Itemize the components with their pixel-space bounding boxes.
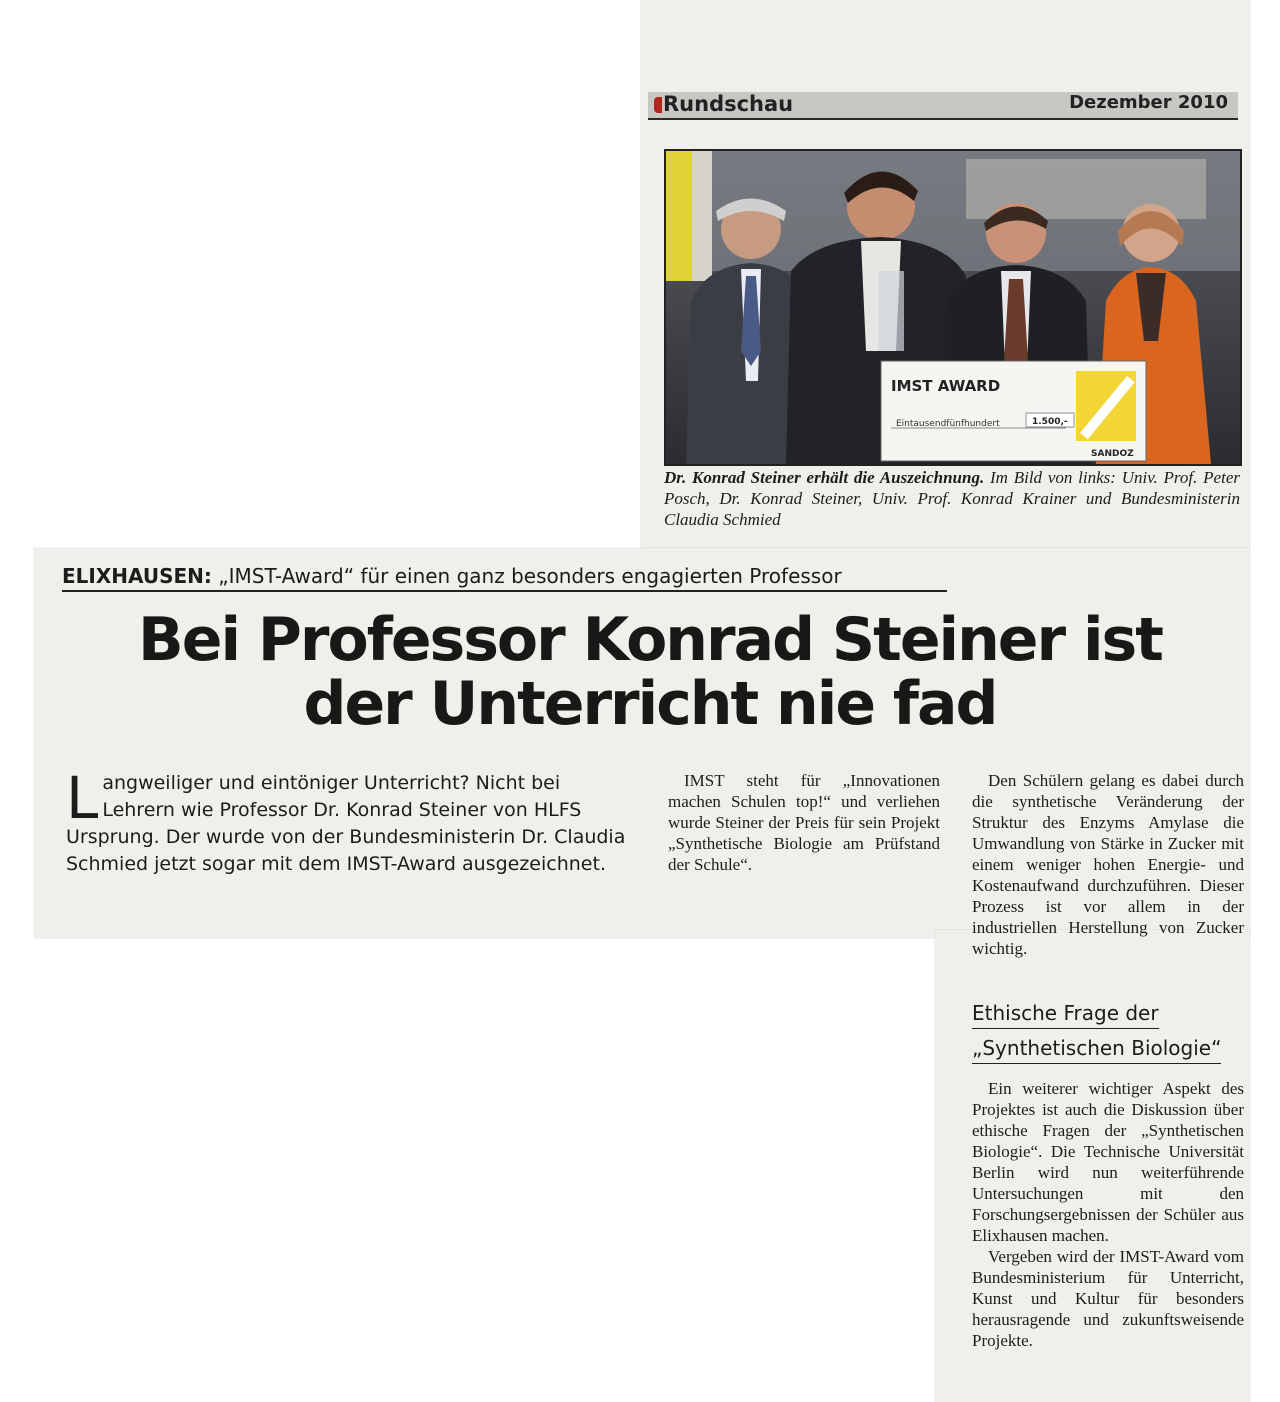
headline	[60, 605, 1240, 739]
lead-paragraph	[66, 764, 638, 878]
headline-line1: Bei Professor Konrad Steiner ist	[138, 605, 1162, 675]
subhead	[972, 1000, 1240, 1070]
kicker-place: ELIXHAUSEN:	[62, 564, 212, 588]
caption-rest: Im Bild von links: Univ. Prof. Peter Posch, Dr. Konrad Steiner, Univ. Prof. Konrad Krainer und Bundesministerin Claudia Schmied	[664, 468, 1240, 529]
caption-bold: Dr. Konrad Steiner erhält die Auszeichnung.	[664, 468, 985, 487]
brand-mark-icon	[654, 97, 662, 113]
check-sponsor: SANDOZ	[1091, 449, 1134, 459]
check-title: IMST AWARD	[891, 377, 1001, 395]
check-amount-words: Eintausendfünfhundert	[896, 419, 1000, 429]
column-1	[668, 770, 940, 875]
masthead-brand: Rundschau	[654, 92, 793, 116]
award-photo-illustration	[666, 151, 1240, 464]
kicker-text: „IMST-Award“ für einen ganz besonders engagierten Professor	[211, 564, 842, 588]
photo-caption	[664, 467, 1240, 530]
headline-line2: der Unterricht nie fad	[303, 669, 997, 739]
award-photo	[664, 149, 1242, 466]
column-2-bottom	[972, 1078, 1244, 1351]
masthead	[648, 92, 1238, 120]
subhead-line1: Ethische Frage der	[972, 1000, 1159, 1029]
column-1-paragraph: IMST steht für „Innovationen machen Schulen top!“ und verliehen wurde Steiner der Preis für sein Projekt „Synthetische Biologie am Prüfstand der Schule“.	[668, 771, 940, 874]
subhead-line2: „Synthetischen Biologie“	[972, 1035, 1221, 1064]
column-2-paragraph-3: Vergeben wird der IMST-Award vom Bundesministerium für Unterricht, Kunst und Kultur für besonders herausragende und zukunftsweisende Projekte.	[972, 1247, 1244, 1350]
column-2-top	[972, 770, 1244, 959]
masthead-date: Dezember 2010	[1069, 92, 1228, 113]
lead-dropcap: L	[66, 764, 99, 832]
check-amount: 1.500,-	[1032, 417, 1068, 427]
column-2-paragraph-1: Den Schülern gelang es dabei durch die synthetische Veränderung der Struktur des Enzyms Amylase die Umwandlung von Stärke in Zucker mit einem weniger hohen Energie- und Kostenaufwand durchzuführen. Dieser Prozess ist vor allem in der industriellen Herstellung von Zucker wichtig.	[972, 771, 1244, 958]
column-2-paragraph-2: Ein weiterer wichtiger Aspekt des Projektes ist auch die Diskussion über ethische Fragen der „Synthetischen Biologie“. Die Technische Universität Berlin wird nun weiterführende Untersuchungen mit den Forschungsergebnissen der Schüler aus Elixhausen machen.	[972, 1079, 1244, 1245]
kicker	[62, 564, 947, 592]
lead-text: angweiliger und eintöniger Unterricht? Nicht bei Lehrern wie Professor Dr. Konrad Steiner von HLFS Ursprung. Der wurde von der Bundesministerin Dr. Claudia Schmied jetzt sogar mit dem IMST-Award ausgezeichnet.	[66, 772, 626, 875]
